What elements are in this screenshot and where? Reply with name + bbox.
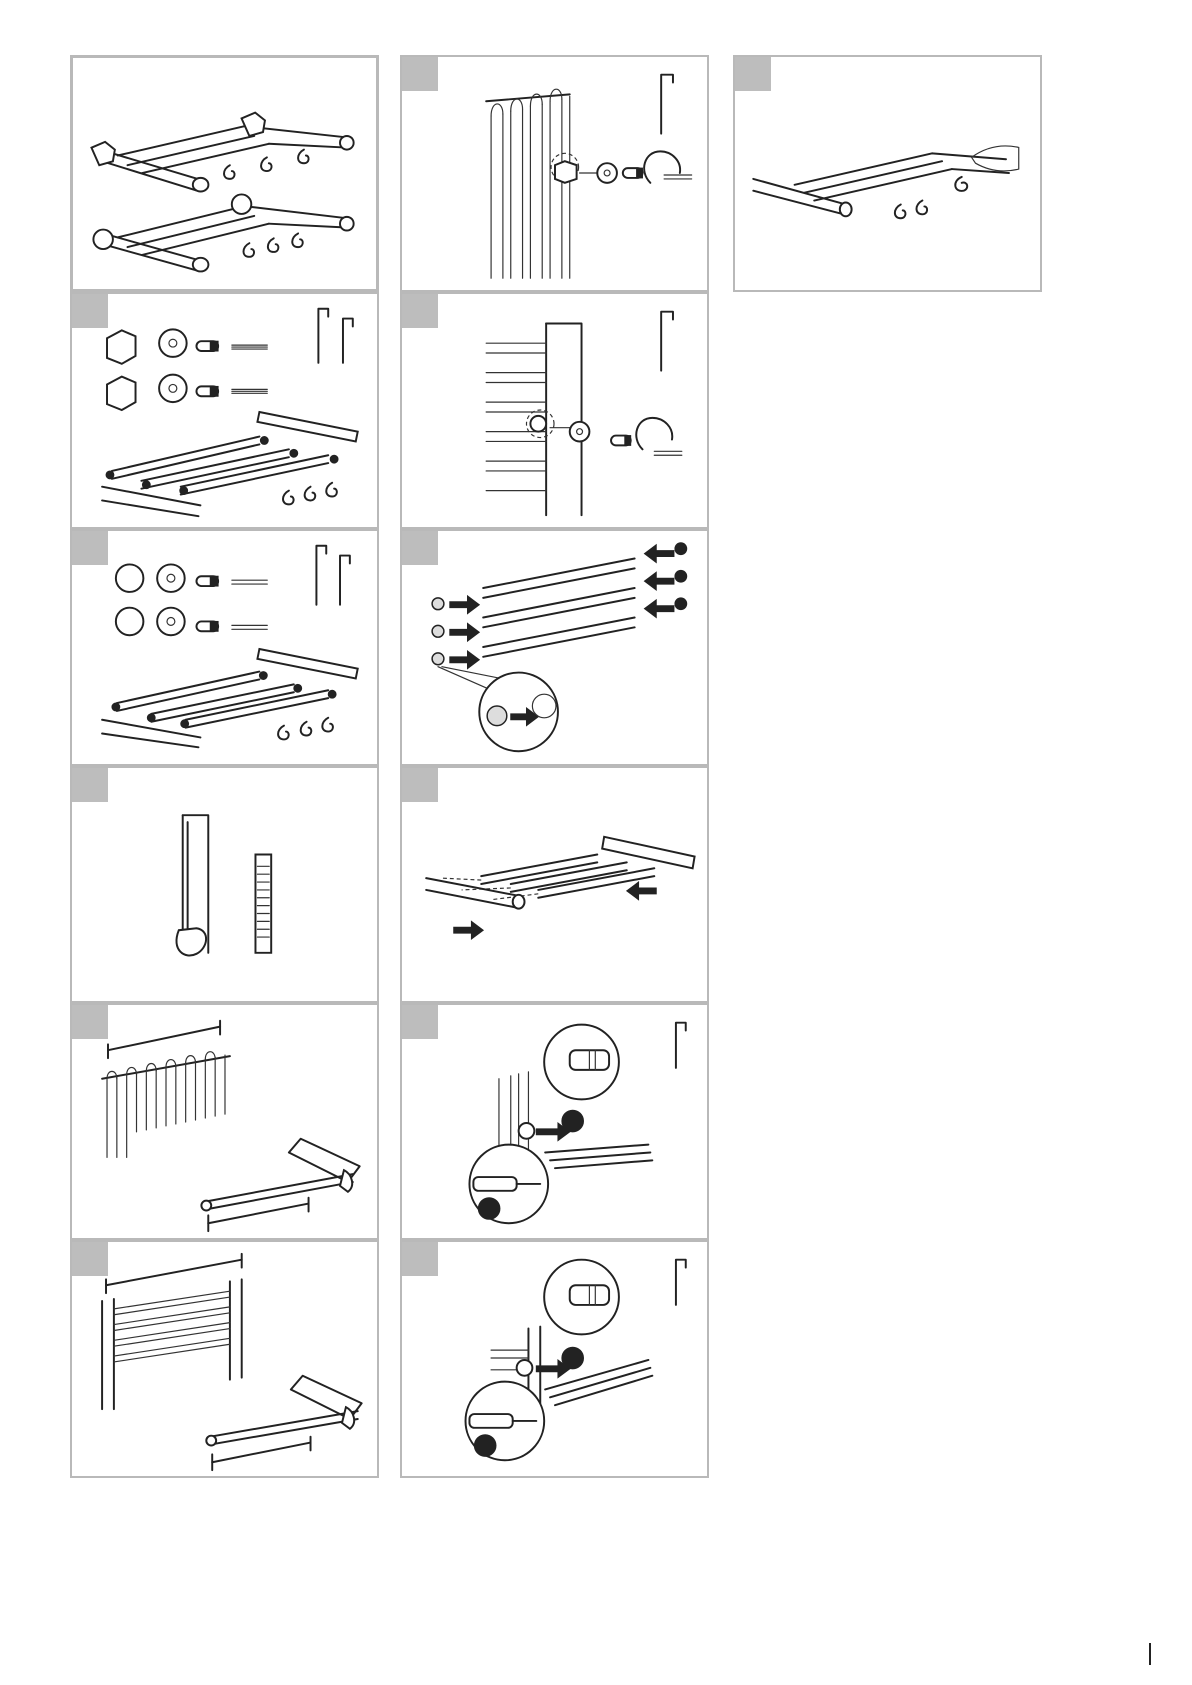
measure-ladder-illustration <box>72 1242 377 1476</box>
attach-ladder-illustration <box>402 1242 707 1476</box>
panel-parts-a <box>70 292 379 529</box>
tools-hacksaw-file <box>72 768 377 1001</box>
panel-hang-hooks <box>733 55 1042 292</box>
panel-measure-ladder <box>70 1240 379 1478</box>
hacksaw-icon <box>176 815 208 955</box>
measure-radiator-illustration <box>72 1005 377 1238</box>
assembled-rack-angular <box>91 113 353 192</box>
plug-arrows-left <box>432 596 479 669</box>
attach-radiator-illustration <box>402 1005 707 1238</box>
panel-parts-b <box>70 529 379 766</box>
page-edge-mark <box>1149 1643 1151 1665</box>
insert-plugs-illustration <box>402 531 707 764</box>
mount-radiator-illustration <box>402 57 707 290</box>
panel-mount-ladder <box>400 292 709 529</box>
panel-assemble-bars <box>400 766 709 1003</box>
parts-kit-round <box>72 531 377 764</box>
panel-attach-ladder <box>400 1240 709 1478</box>
panel-tools <box>70 766 379 1003</box>
assemble-bars-illustration <box>402 768 707 1001</box>
plug-arrows-right <box>644 543 686 618</box>
parts-kit-angular <box>72 294 377 527</box>
panel-measure-radiator <box>70 1003 379 1240</box>
assembled-rack-round <box>93 194 353 271</box>
panel-insert-plugs <box>400 529 709 766</box>
overview-illustration <box>73 58 376 289</box>
file-icon <box>255 855 271 953</box>
hang-hooks-illustration <box>735 57 1040 290</box>
panel-overview <box>70 55 379 292</box>
panel-mount-radiator <box>400 55 709 292</box>
panel-attach-radiator <box>400 1003 709 1240</box>
mount-ladder-illustration <box>402 294 707 527</box>
